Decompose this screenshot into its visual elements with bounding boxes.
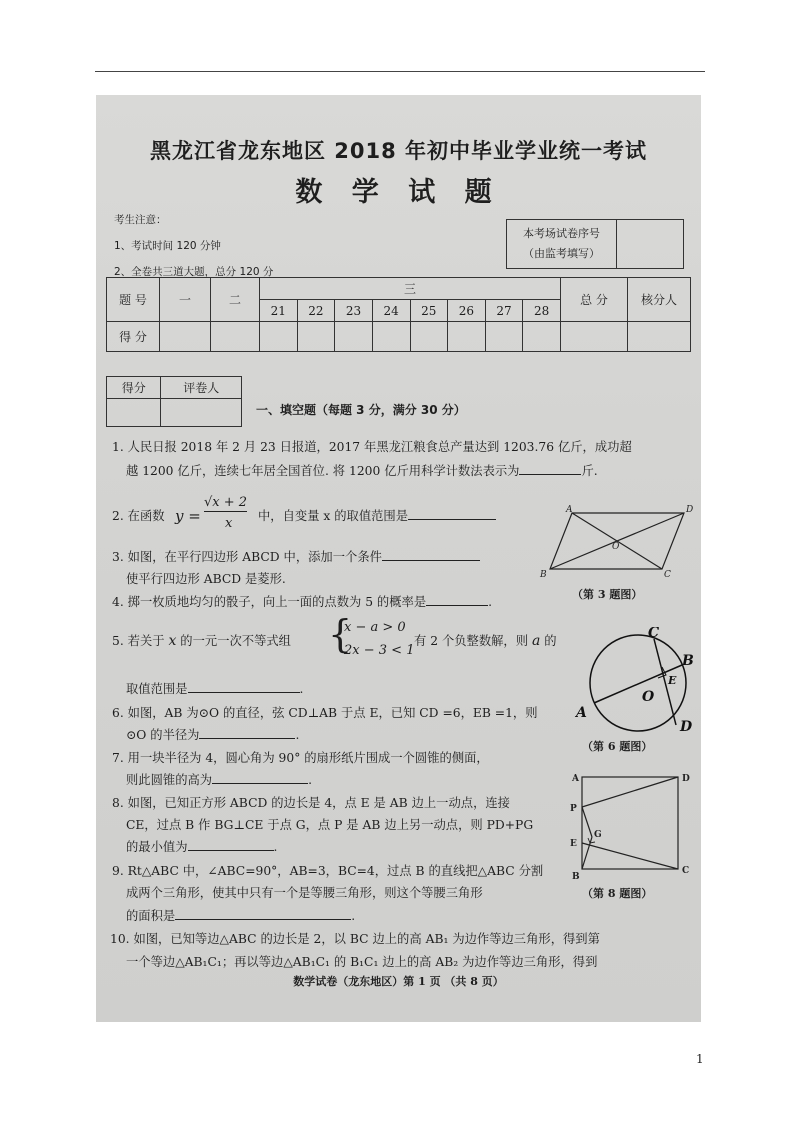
question-6-text: ⊙O 的半径为	[126, 728, 200, 742]
label-b: B	[572, 872, 580, 882]
score-table-score-label: 得 分	[107, 322, 160, 352]
answer-blank	[175, 906, 351, 920]
question-5-tail	[414, 631, 557, 651]
inequality-1: x − a > 0	[344, 620, 406, 635]
question-6-period: .	[295, 728, 300, 742]
score-table-sub: 23	[335, 300, 373, 322]
question-4-text: 4. 掷一枚质地均匀的骰子，向上一面的点数为 5 的概率是	[112, 595, 427, 609]
question-7-line1: 7. 用一块半径为 4，圆心角为 90° 的扇形纸片围成一个圆锥的侧面，	[112, 751, 489, 765]
question-1-line2	[126, 461, 598, 481]
question-8-line2: CE，过点 B 作 BG⊥CE 于点 G，点 P 是 AB 边上另一动点，则 PD+PG	[126, 818, 534, 832]
scanned-exam-page	[96, 95, 701, 1022]
score-cell	[523, 322, 561, 352]
score-table-sub: 24	[372, 300, 410, 322]
grader-score-label: 得分	[107, 377, 161, 399]
fraction-numerator: √x + 2	[204, 495, 248, 510]
question-5-range-text: 取值范围是	[126, 682, 188, 696]
question-7-period: .	[308, 773, 313, 787]
figure-3-caption: （第 3 题图）	[572, 588, 643, 601]
grader-score-cell	[107, 399, 161, 427]
question-3-text: 3. 如图，在平行四边形 ABCD 中，添加一个条件	[112, 550, 382, 564]
figure-8-caption: （第 8 题图）	[582, 887, 653, 900]
score-cell	[448, 322, 486, 352]
label-d: D	[686, 505, 694, 515]
question-5-line2	[126, 679, 303, 699]
score-table-part1: 一	[160, 278, 211, 322]
segment-ce	[582, 843, 678, 869]
label-e: E	[570, 839, 577, 849]
label-e: E	[668, 674, 677, 687]
score-table-sub: 27	[485, 300, 523, 322]
label-a: A	[576, 705, 587, 721]
score-table-part2: 二	[211, 278, 260, 322]
figure-3-parallelogram	[534, 501, 696, 597]
inequality-2: 2x − 3 < 1	[344, 643, 415, 658]
score-table-sub: 28	[523, 300, 561, 322]
question-9-line2: 成两个三角形，使其中只有一个是等腰三角形，则这个等腰三角形	[126, 886, 483, 900]
label-d: D	[682, 774, 690, 784]
score-cell	[410, 322, 448, 352]
question-5-pre: 5. 若关于	[112, 634, 165, 648]
question-6-line2	[126, 725, 299, 745]
question-10-line2: 一个等边△AB₁C₁；再以等边△AB₁C₁ 的 B₁C₁ 边上的高 AB₂ 为边作等边三角形，得到	[126, 955, 598, 969]
label-p: P	[570, 804, 577, 814]
label-b: B	[682, 653, 694, 669]
figure-6-circle	[570, 627, 700, 737]
grader-label: 评卷人	[161, 377, 242, 399]
score-cell	[561, 322, 628, 352]
label-a: A	[572, 774, 579, 784]
variable-x: x	[168, 633, 177, 649]
label-b: B	[540, 570, 547, 580]
question-6-line1: 6. 如图，AB 为⊙O 的直径，弦 CD⊥AB 于点 E，已知 CD =6，EB =1，则	[112, 706, 538, 720]
question-8-text: 的最小值为	[126, 840, 188, 854]
question-3-line1	[112, 547, 480, 567]
question-5-mid: 的一元一次不等式组	[180, 634, 291, 648]
question-9-line3	[126, 906, 355, 926]
score-table-sub: 21	[260, 300, 298, 322]
question-8-line1: 8. 如图，已知正方形 ABCD 的边长是 4，点 E 是 AB 边上一动点，连接	[112, 796, 510, 810]
question-7-line2	[126, 770, 312, 790]
question-1-unit: 斤.	[581, 464, 598, 478]
score-table-header-label: 题 号	[107, 278, 160, 322]
score-cell	[372, 322, 410, 352]
label-g: G	[594, 830, 602, 840]
score-table-checker: 核分人	[628, 278, 691, 322]
question-2-text: 中，自变量 x 的取值范围是	[258, 509, 409, 523]
score-table-sub: 22	[297, 300, 335, 322]
label-d: D	[680, 719, 693, 735]
label-o: O	[612, 542, 620, 552]
question-9-text: 的面积是	[126, 909, 176, 923]
exam-seat-number-box	[506, 219, 684, 269]
question-2-line	[258, 506, 496, 526]
top-rule	[95, 71, 705, 72]
score-cell	[160, 322, 211, 352]
question-1-line1: 1. 人民日报 2018 年 2 月 23 日报道，2017 年黑龙江粮食总产量达到 1203.76 亿斤，成功超	[112, 440, 632, 454]
question-9-line1: 9. Rt△ABC 中，∠ABC=90°，AB=3，BC=4，过点 B 的直线把△ABC 分割	[112, 864, 544, 878]
answer-blank	[199, 725, 295, 739]
variable-a: a	[531, 633, 541, 649]
score-table-part3: 三	[260, 278, 561, 300]
question-8-period: .	[273, 840, 278, 854]
fraction-denominator: x	[225, 516, 233, 531]
seat-box-line1: 本考场试卷序号	[523, 227, 600, 240]
question-5-lead	[112, 631, 291, 651]
question-2-lead: 2. 在函数	[112, 509, 165, 523]
question-4-period: .	[488, 595, 493, 609]
page-number: 1	[696, 1052, 704, 1066]
question-5-period: .	[299, 682, 304, 696]
answer-blank	[212, 770, 308, 784]
question-4-line	[112, 592, 492, 612]
answer-blank	[519, 461, 581, 475]
grader-box	[106, 376, 242, 427]
score-table	[106, 277, 691, 352]
brace: {	[328, 612, 353, 656]
label-o: O	[642, 689, 655, 705]
label-c: C	[682, 866, 690, 876]
score-cell	[628, 322, 691, 352]
grader-name-cell	[161, 399, 242, 427]
section-title: 一、填空题（每题 3 分，满分 30 分）	[256, 403, 466, 417]
answer-blank	[426, 592, 488, 606]
diagonal-bd	[550, 513, 684, 569]
question-7-text: 则此圆锥的高为	[126, 773, 213, 787]
answer-blank	[408, 506, 496, 520]
score-cell	[335, 322, 373, 352]
subject-title: 数 学 试 题	[295, 177, 502, 208]
segment-pd	[582, 777, 678, 807]
question-5-post: 有 2 个负整数解，则	[414, 634, 529, 648]
seat-box-line2: （由监考填写）	[523, 247, 600, 260]
question-3-line2: 使平行四边形 ABCD 是菱形.	[126, 572, 286, 586]
segment-pg	[582, 807, 592, 837]
score-cell	[211, 322, 260, 352]
score-table-sub: 25	[410, 300, 448, 322]
score-table-total: 总 分	[561, 278, 628, 322]
answer-blank	[382, 547, 480, 561]
label-c: C	[648, 627, 660, 641]
figure-6-caption: （第 6 题图）	[582, 740, 653, 753]
square-abcd	[582, 777, 678, 869]
notice-heading: 考生注意：	[114, 214, 167, 226]
score-cell	[297, 322, 335, 352]
question-10-line1: 10. 如图，已知等边△ABC 的边长是 2，以 BC 边上的高 AB₁ 为边作等边三角形，得到第	[110, 932, 600, 946]
answer-blank	[188, 679, 300, 693]
seat-box-label	[507, 220, 617, 268]
segment-bg	[582, 837, 592, 869]
notice-item-2: 2、全卷共三道大题，总分 120 分	[114, 266, 274, 278]
exam-title: 黑龙江省龙东地区 2018 年初中毕业学业统一考试	[149, 139, 648, 163]
score-table-sub: 26	[448, 300, 486, 322]
score-cell	[485, 322, 523, 352]
question-8-line3	[126, 837, 277, 857]
question-1-text: 越 1200 亿斤，连续七年居全国首位. 将 1200 亿斤用科学计数法表示为	[126, 464, 520, 478]
figure-8-square	[564, 771, 698, 883]
label-a: A	[566, 505, 573, 515]
question-5-end: 的	[544, 634, 557, 648]
answer-blank	[188, 837, 274, 851]
question-9-period: .	[351, 909, 356, 923]
notice-item-1: 1、考试时间 120 分钟	[114, 240, 221, 252]
label-c: C	[664, 570, 671, 580]
score-cell	[260, 322, 298, 352]
function-y: y =	[175, 507, 201, 525]
page-footer: 数学试卷（龙东地区）第 1 页 （共 8 页）	[293, 975, 504, 988]
